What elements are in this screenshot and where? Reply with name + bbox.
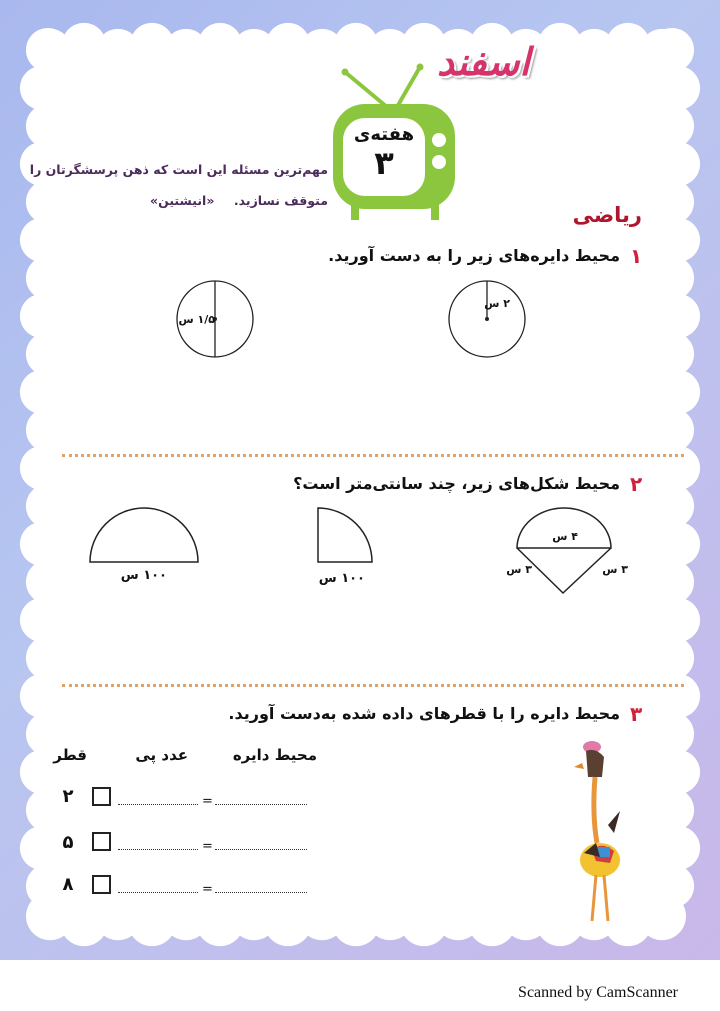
circumference-answer-line[interactable]	[215, 849, 307, 850]
quote-line-1: مهم‌ترین مسئله این است که ذهن پرسشگرتان را	[29, 162, 328, 177]
semicircle-figure	[85, 500, 205, 570]
multiply-answer-line[interactable]	[118, 849, 198, 850]
semicircle-triangle-figure	[510, 500, 620, 600]
equals-sign: =	[202, 794, 213, 809]
header-pi: عدد پی	[135, 746, 188, 764]
shape-left-label: ۳ س	[506, 563, 532, 576]
question-3-number: ۳	[630, 702, 643, 726]
diameter-value: ۵	[62, 832, 74, 853]
header-diameter: قطر	[53, 746, 87, 764]
question-3-text: محیط دایره را با قطرهای داده شده به‌دست آورید.	[228, 704, 620, 723]
quote-line-2: متوقف نسازید.	[233, 193, 328, 208]
shape-right-label: ۳ س	[602, 563, 628, 576]
multiply-answer-line[interactable]	[118, 892, 198, 893]
pi-answer-box[interactable]	[92, 787, 111, 806]
equals-sign: =	[202, 839, 213, 854]
pi-answer-box[interactable]	[92, 832, 111, 851]
diameter-value: ۲	[62, 786, 74, 807]
quote-author: «انیشتین»	[150, 193, 215, 208]
section-divider	[62, 454, 684, 457]
week-number: ۳	[374, 144, 394, 182]
circumference-answer-line[interactable]	[215, 804, 307, 805]
question-2-text: محیط شکل‌های زیر، چند سانتی‌متر است؟	[293, 474, 620, 493]
question-1-text: محیط دایره‌های زیر را به دست آورید.	[328, 246, 620, 265]
diameter-value: ۸	[62, 874, 74, 895]
circumference-answer-line[interactable]	[215, 892, 307, 893]
week-label: هفته‌ی	[353, 124, 415, 145]
header-circumference: محیط دایره	[232, 746, 317, 764]
subject-title: ریاضی	[572, 203, 642, 227]
circle-radius-figure	[442, 275, 542, 365]
ostrich-illustration	[570, 735, 650, 930]
pi-answer-box[interactable]	[92, 875, 111, 894]
circle-2-label: ۲ س	[484, 297, 510, 310]
circle-1-label: ۱/۵ س	[178, 313, 215, 326]
question-1-number: ۱	[630, 244, 643, 268]
semicircle-label: ۱۰۰ س	[120, 568, 167, 583]
equals-sign: =	[202, 882, 213, 897]
month-title: اسفند	[436, 40, 530, 84]
scanner-watermark: Scanned by CamScanner	[518, 984, 678, 1001]
quarter-circle-figure	[313, 502, 383, 567]
section-divider	[62, 684, 684, 687]
shape-top-label: ۴ س	[552, 530, 578, 543]
quarter-circle-label: ۱۰۰ س	[318, 571, 365, 586]
multiply-answer-line[interactable]	[118, 804, 198, 805]
question-2-number: ۲	[630, 472, 643, 496]
